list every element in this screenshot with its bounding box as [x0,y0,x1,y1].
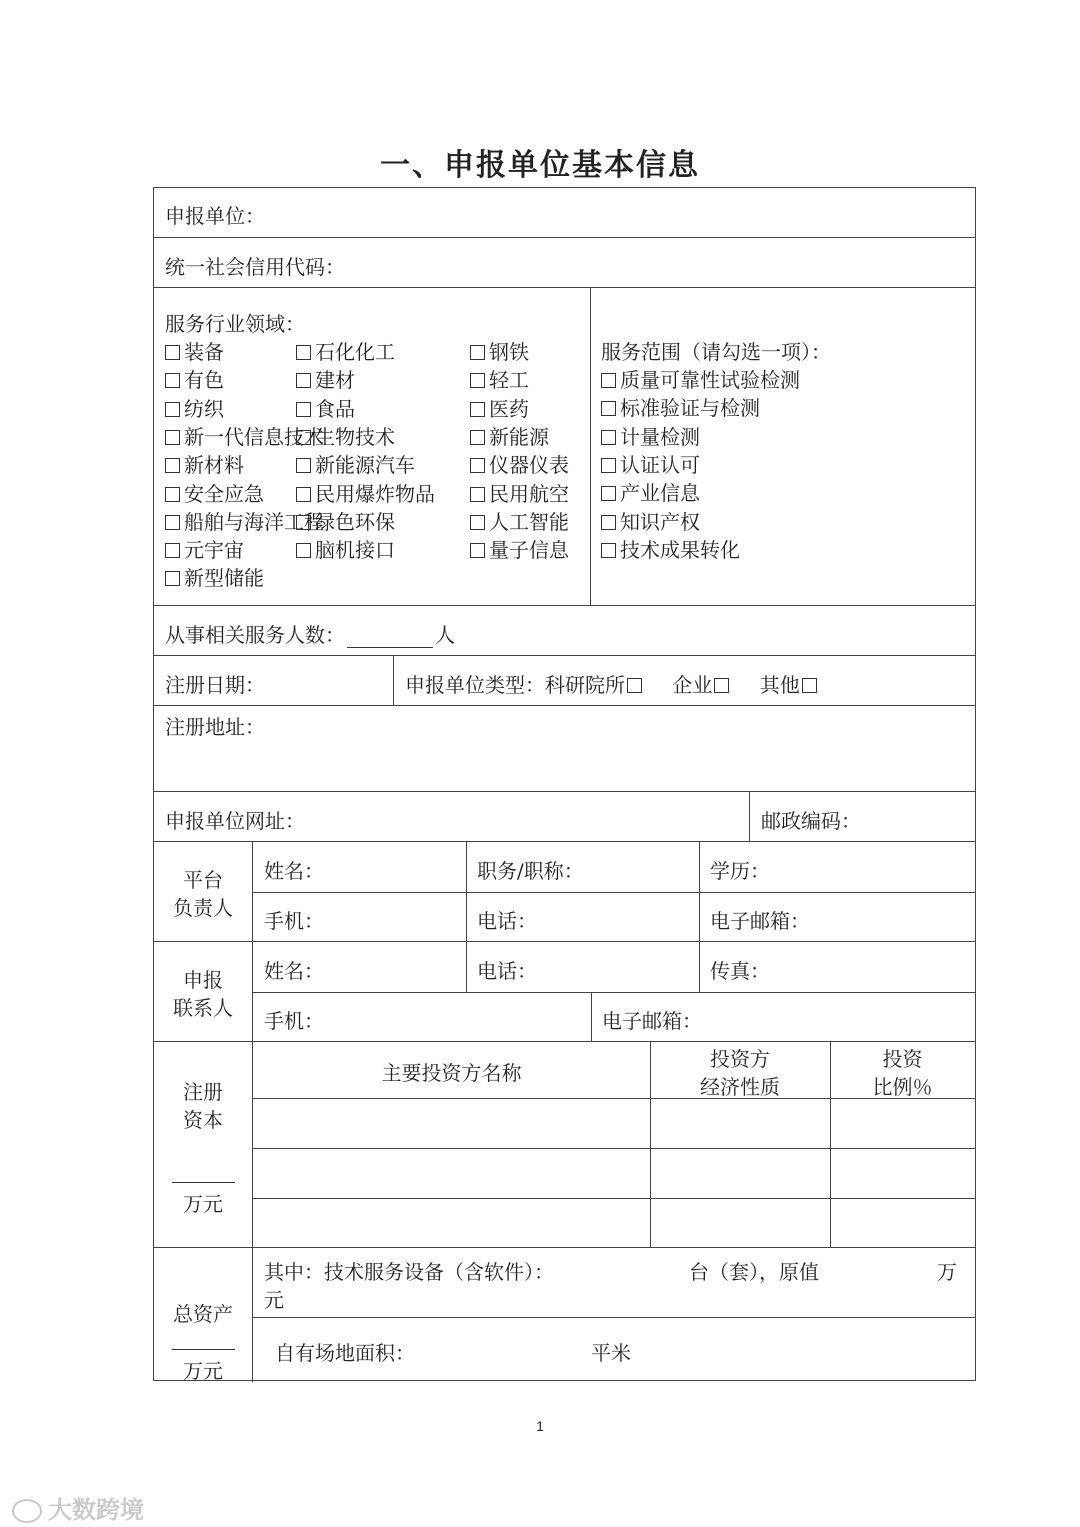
platform-head-label-cell [154,842,252,941]
industry-option[interactable] [296,393,355,422]
industry-option[interactable] [296,421,395,450]
industry-option-label: 安全应急 [184,481,264,506]
website-label: 申报单位网址： [165,809,305,833]
scope-option[interactable] [601,506,700,535]
capital-label-cell [154,1042,252,1247]
industry-checkbox[interactable] [470,345,485,360]
industry-checkbox[interactable] [296,458,311,473]
industry-checkbox[interactable] [165,458,180,473]
industry-checkbox[interactable] [470,430,485,445]
investor-table [252,1042,975,1247]
industry-checkbox[interactable] [165,571,180,586]
platform-head-phone: 电话： [477,909,537,933]
industry-option-label: 元宇宙 [184,538,244,563]
industry-option[interactable] [165,393,224,422]
industry-option-label: 装备 [184,340,224,364]
industry-checkbox[interactable] [470,487,485,502]
scope-label: 服务范围（请勾选一项）： [601,340,831,364]
scope-option-label: 标准验证与检测 [620,396,760,421]
scope-option-label: 计量检测 [620,424,700,449]
postal-cell [749,792,975,841]
watermark-logo-icon [12,1499,42,1523]
platform-head-fields [252,842,975,941]
industry-option-label: 纺织 [184,396,224,421]
investor-name-header: 主要投资方名称 [381,1061,522,1085]
unit-type-research-checkbox[interactable] [627,678,642,693]
platform-head-label-1: 平台 [183,868,223,892]
scope-option[interactable] [601,421,700,450]
industry-checkbox[interactable] [470,402,485,417]
section-platform-head [154,842,975,942]
platform-head-mobile: 手机： [264,909,324,933]
industry-option[interactable] [470,449,569,478]
industry-option[interactable] [165,562,264,591]
industry-option-label: 船舶与海洋工程 [184,509,324,534]
scope-option-label: 产业信息 [620,481,700,506]
industry-option-label: 新材料 [184,453,244,478]
contact-label-cell [154,942,252,1041]
industry-checkbox[interactable] [165,402,180,417]
scope-option[interactable] [601,364,800,393]
industry-checkbox[interactable] [296,402,311,417]
assets-label: 总资产 [173,1302,233,1326]
industry-option-label: 建材 [315,368,355,393]
equipment-value-unit-1: 万 [937,1260,957,1284]
scope-option-label: 质量可靠性试验检测 [620,368,800,392]
industry-option-label: 绿色环保 [315,509,395,534]
industry-checkbox[interactable] [296,515,311,530]
industry-option-label: 民用航空 [489,481,569,506]
scope-option[interactable] [601,477,700,506]
industry-checkbox[interactable] [296,430,311,445]
assets-unit: 万元 [183,1359,223,1383]
unit-type-other-label: 其他 [759,673,800,697]
industry-cell [154,288,590,605]
industry-checkbox[interactable] [296,487,311,502]
investor-nature-header-1: 投资方 [710,1047,770,1071]
industry-option-label: 轻工 [489,368,529,393]
investor-ratio-header-2: 比例％ [872,1075,933,1099]
industry-checkbox[interactable] [470,458,485,473]
industry-option-label: 食品 [315,396,355,421]
industry-option[interactable] [470,534,569,563]
industry-checkbox[interactable] [470,543,485,558]
equipment-text: 其中：技术服务设备（含软件）： [264,1260,554,1284]
row-reg-date-type [154,656,975,706]
industry-option[interactable] [296,478,435,507]
industry-option-label: 石化化工 [315,340,395,364]
staff-label: 从事相关服务人数： [165,623,345,647]
platform-head-edu: 学历： [710,859,770,883]
industry-option-label: 医药 [489,396,529,421]
industry-option-label: 有色 [184,368,224,393]
area-label: 自有场地面积： [275,1341,415,1365]
row-staff [154,606,975,656]
row-unit [154,188,975,238]
industry-checkbox[interactable] [470,373,485,388]
scope-checkbox[interactable] [601,401,616,416]
scope-option-label: 认证认可 [620,452,700,477]
credit-code-label: 统一社会信用代码： [165,255,345,279]
reg-date-label: 注册日期： [165,673,265,697]
section-contact [154,942,975,1042]
industry-option[interactable] [296,364,355,393]
platform-head-label-2: 负责人 [173,896,233,920]
platform-head-name: 姓名： [264,859,324,883]
industry-checkbox[interactable] [165,373,180,388]
unit-type-enterprise-checkbox[interactable] [714,678,729,693]
contact-email: 电子邮箱： [602,1009,702,1033]
industry-checkbox[interactable] [296,345,311,360]
equipment-unit: 台（套），原值 [689,1260,819,1284]
industry-option-label: 脑机接口 [315,538,395,563]
scope-checkbox[interactable] [601,458,616,473]
unit-type-cell [393,656,975,705]
capital-label-1: 注册 [183,1080,223,1104]
industry-option-label: 民用爆炸物品 [315,481,435,506]
contact-fax: 传真： [710,959,770,983]
industry-option-label: 仪器仪表 [489,453,569,478]
industry-option[interactable] [470,506,569,535]
industry-checkbox[interactable] [165,487,180,502]
unit-type-enterprise-label: 企业 [672,673,713,697]
section-capital [154,1042,975,1248]
page-number: 1 [536,1418,544,1434]
unit-label: 申报单位： [165,204,265,228]
unit-type-other-checkbox[interactable] [802,678,817,693]
industry-option-label: 新能源汽车 [315,453,415,478]
industry-checkbox[interactable] [165,345,180,360]
capital-amount-blank[interactable] [172,1182,235,1183]
contact-label-2: 联系人 [173,996,233,1020]
industry-option[interactable] [165,364,224,393]
industry-option[interactable] [296,336,395,365]
scope-option[interactable] [601,392,760,421]
staff-unit: 人 [435,623,455,647]
industry-checkbox[interactable] [165,515,180,530]
industry-option[interactable] [470,421,549,450]
industry-option-label: 量子信息 [489,538,569,563]
industry-option-label: 人工智能 [489,509,569,534]
scope-option[interactable] [601,534,740,563]
unit-type-label: 申报单位类型： [405,673,545,697]
unit-type-research-label: 科研院所 [545,673,625,697]
capital-label-2: 资本 [183,1108,223,1132]
application-form [153,187,976,1381]
reg-address-label: 注册地址： [165,715,265,739]
scope-option[interactable] [601,449,700,478]
row-industry-scope [154,288,975,606]
capital-unit: 万元 [183,1192,223,1216]
platform-head-email: 电子邮箱： [710,909,810,933]
unit-type-line [405,669,821,698]
contact-fields [252,942,975,1041]
contact-mobile: 手机： [264,1009,324,1033]
industry-option-label: 生物技术 [315,424,395,449]
assets-fields [252,1248,975,1382]
postal-label: 邮政编码： [761,809,861,833]
industry-option-label: 钢铁 [489,340,529,364]
industry-option[interactable] [470,336,529,365]
page-title: 一、申报单位基本信息 [380,148,700,183]
industry-option-label: 新一代信息技术 [184,424,324,449]
industry-checkbox[interactable] [165,430,180,445]
row-credit-code [154,238,975,288]
industry-option[interactable] [165,534,244,563]
scope-option-label: 知识产权 [620,509,700,534]
watermark-text: 大数跨境 [48,1496,144,1524]
industry-option[interactable] [165,449,244,478]
scope-checkbox[interactable] [601,430,616,445]
equipment-value-unit-2: 元 [264,1288,284,1312]
contact-label-1: 申报 [183,968,223,992]
industry-label: 服务行业领域： [165,312,305,336]
industry-checkbox[interactable] [296,543,311,558]
contact-phone: 电话： [477,959,537,983]
scope-checkbox[interactable] [601,486,616,501]
industry-option[interactable] [296,449,415,478]
section-assets [154,1248,975,1382]
assets-label-cell [154,1248,252,1382]
industry-checkbox[interactable] [470,515,485,530]
scope-checkbox[interactable] [601,515,616,530]
industry-option[interactable] [165,478,264,507]
platform-head-title: 职务/职称： [477,859,584,883]
industry-option-label: 新能源 [489,424,549,449]
row-website-postal [154,792,975,842]
scope-checkbox[interactable] [601,543,616,558]
industry-option[interactable] [165,336,224,365]
row-reg-address [154,706,975,792]
industry-option[interactable] [296,534,395,563]
watermark [12,1490,144,1525]
industry-checkbox[interactable] [296,373,311,388]
scope-cell [590,288,975,605]
staff-line [165,619,455,648]
investor-ratio-header-1: 投资 [882,1047,923,1071]
contact-name: 姓名： [264,959,324,983]
scope-checkbox[interactable] [601,373,616,388]
industry-option[interactable] [470,364,529,393]
industry-option[interactable] [470,393,529,422]
scope-option-label: 技术成果转化 [620,537,740,562]
industry-option[interactable] [470,478,569,507]
industry-checkbox[interactable] [165,543,180,558]
staff-count-input[interactable] [347,627,433,648]
industry-option-label: 新型储能 [184,566,264,591]
investor-nature-header-2: 经济性质 [700,1075,780,1099]
assets-amount-blank[interactable] [172,1349,235,1350]
area-unit: 平米 [591,1341,631,1365]
industry-option[interactable] [296,506,395,535]
